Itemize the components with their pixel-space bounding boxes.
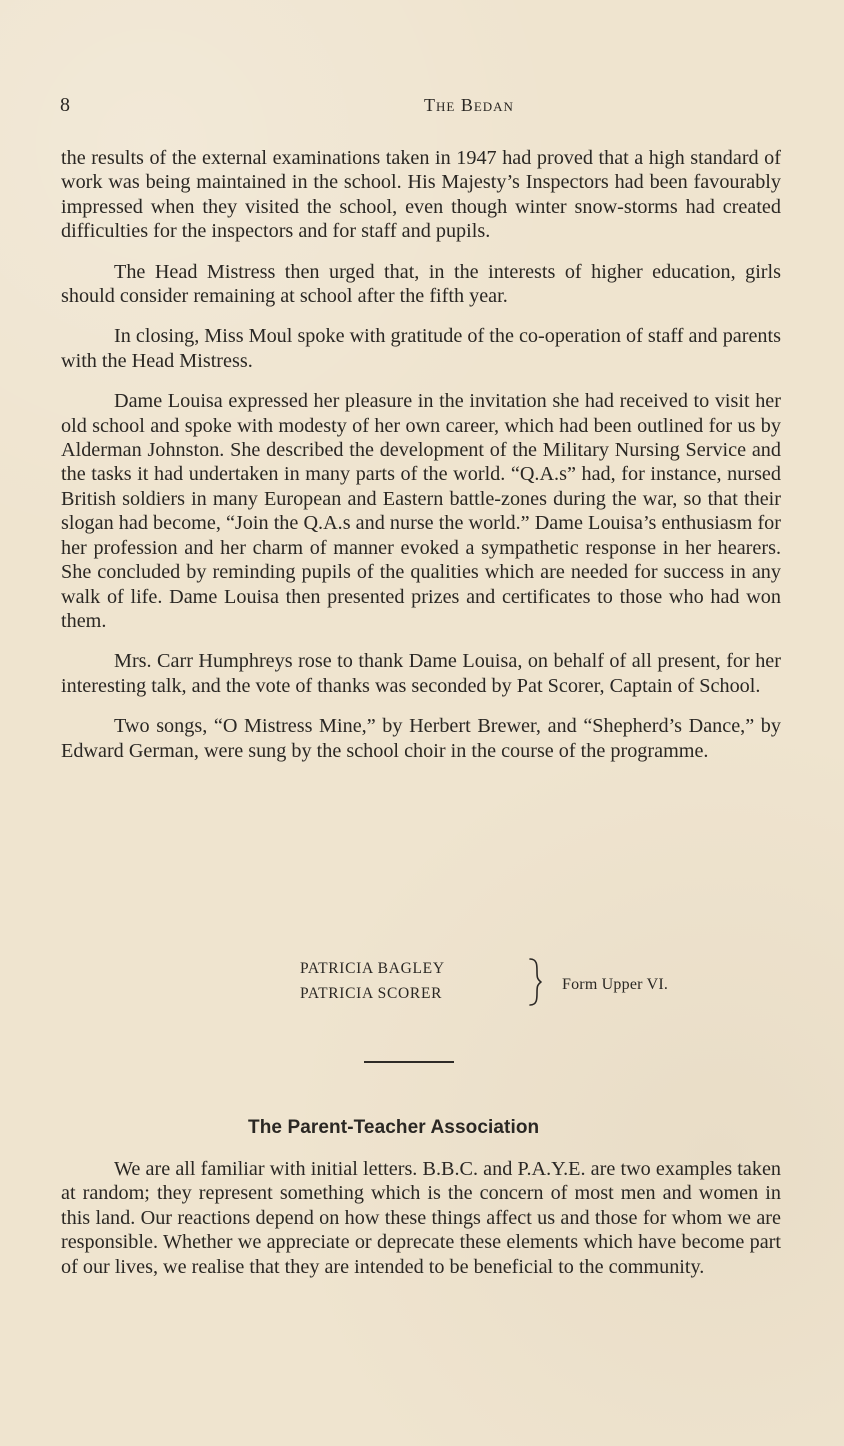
article-paragraph-5: Mrs. Carr Humphreys rose to thank Dame Louisa, on behalf of all present, for her interesting talk, and the vote of thanks was seconded by Pat Scorer, Captain of School. [61, 650, 781, 697]
page-number: 8 [60, 94, 70, 116]
signature-block [300, 957, 730, 1017]
signature-form: Form Upper VI. [562, 976, 669, 993]
article-paragraph-4: Dame Louisa expressed her pleasure in the invitation she had received to visit her old school and spoke with modesty of her own career, which had been outlined for us by Alderman Johnston. She described the development of the Military Nursing Service and the tasks it had undertaken in many parts of the world. “Q.A.s” had, for instance, nursed British soldiers in many European and Eastern battle-zones during the war, so that their slogan had become, “Join the Q.A.s and nurse the world.” Dame Louisa’s enthusiasm for her profession and her charm of manner evoked a sympathetic response in her hearers. She concluded by reminding pupils of the qualities which are needed for success in any walk of life. Dame Louisa then presented prizes and certificates to those who had won them. [61, 390, 781, 632]
article-paragraph-3: In closing, Miss Moul spoke with gratitude of the co-operation of staff and parents with the Head Mistress. [61, 325, 781, 372]
article-paragraph-1: the results of the external examinations taken in 1947 had proved that a high standard of work was being maintained in the school. His Majesty’s Inspectors had been favourably impressed when they visited the school, even though winter snow-storms had created difficulties for the inspectors and for staff and pupils. [61, 147, 781, 243]
article-body [61, 146, 781, 763]
page-header [60, 95, 784, 125]
section-body [61, 1157, 781, 1279]
section-paragraph: We are all familiar with initial letters. B.B.C. and P.A.Y.E. are two examples taken at random; they represent something which is the concern of most men and women in this land. Our reactions depend on how these things affect us and those for whom we are responsible. Whether we appreciate or deprecate these elements which have become part of our lives, we realise that they are intended to be beneficial to the community. [61, 1158, 781, 1278]
article-paragraph-6: Two songs, “O Mistress Mine,” by Herbert Brewer, and “Shepherd’s Dance,” by Edward German, were sung by the school choir in the course of the programme. [61, 715, 781, 762]
section-divider [364, 1061, 454, 1063]
section-title: The Parent-Teacher Association [248, 1117, 540, 1138]
running-title: The Bedan [424, 95, 514, 115]
signature-name-patricia-bagley: PATRICIA BAGLEY [300, 960, 445, 977]
signature-name-patricia-scorer: PATRICIA SCORER [300, 985, 443, 1002]
article-paragraph-2: The Head Mistress then urged that, in the interests of higher education, girls should consider remaining at school after the fifth year. [61, 260, 781, 308]
right-brace-icon [527, 957, 545, 1007]
